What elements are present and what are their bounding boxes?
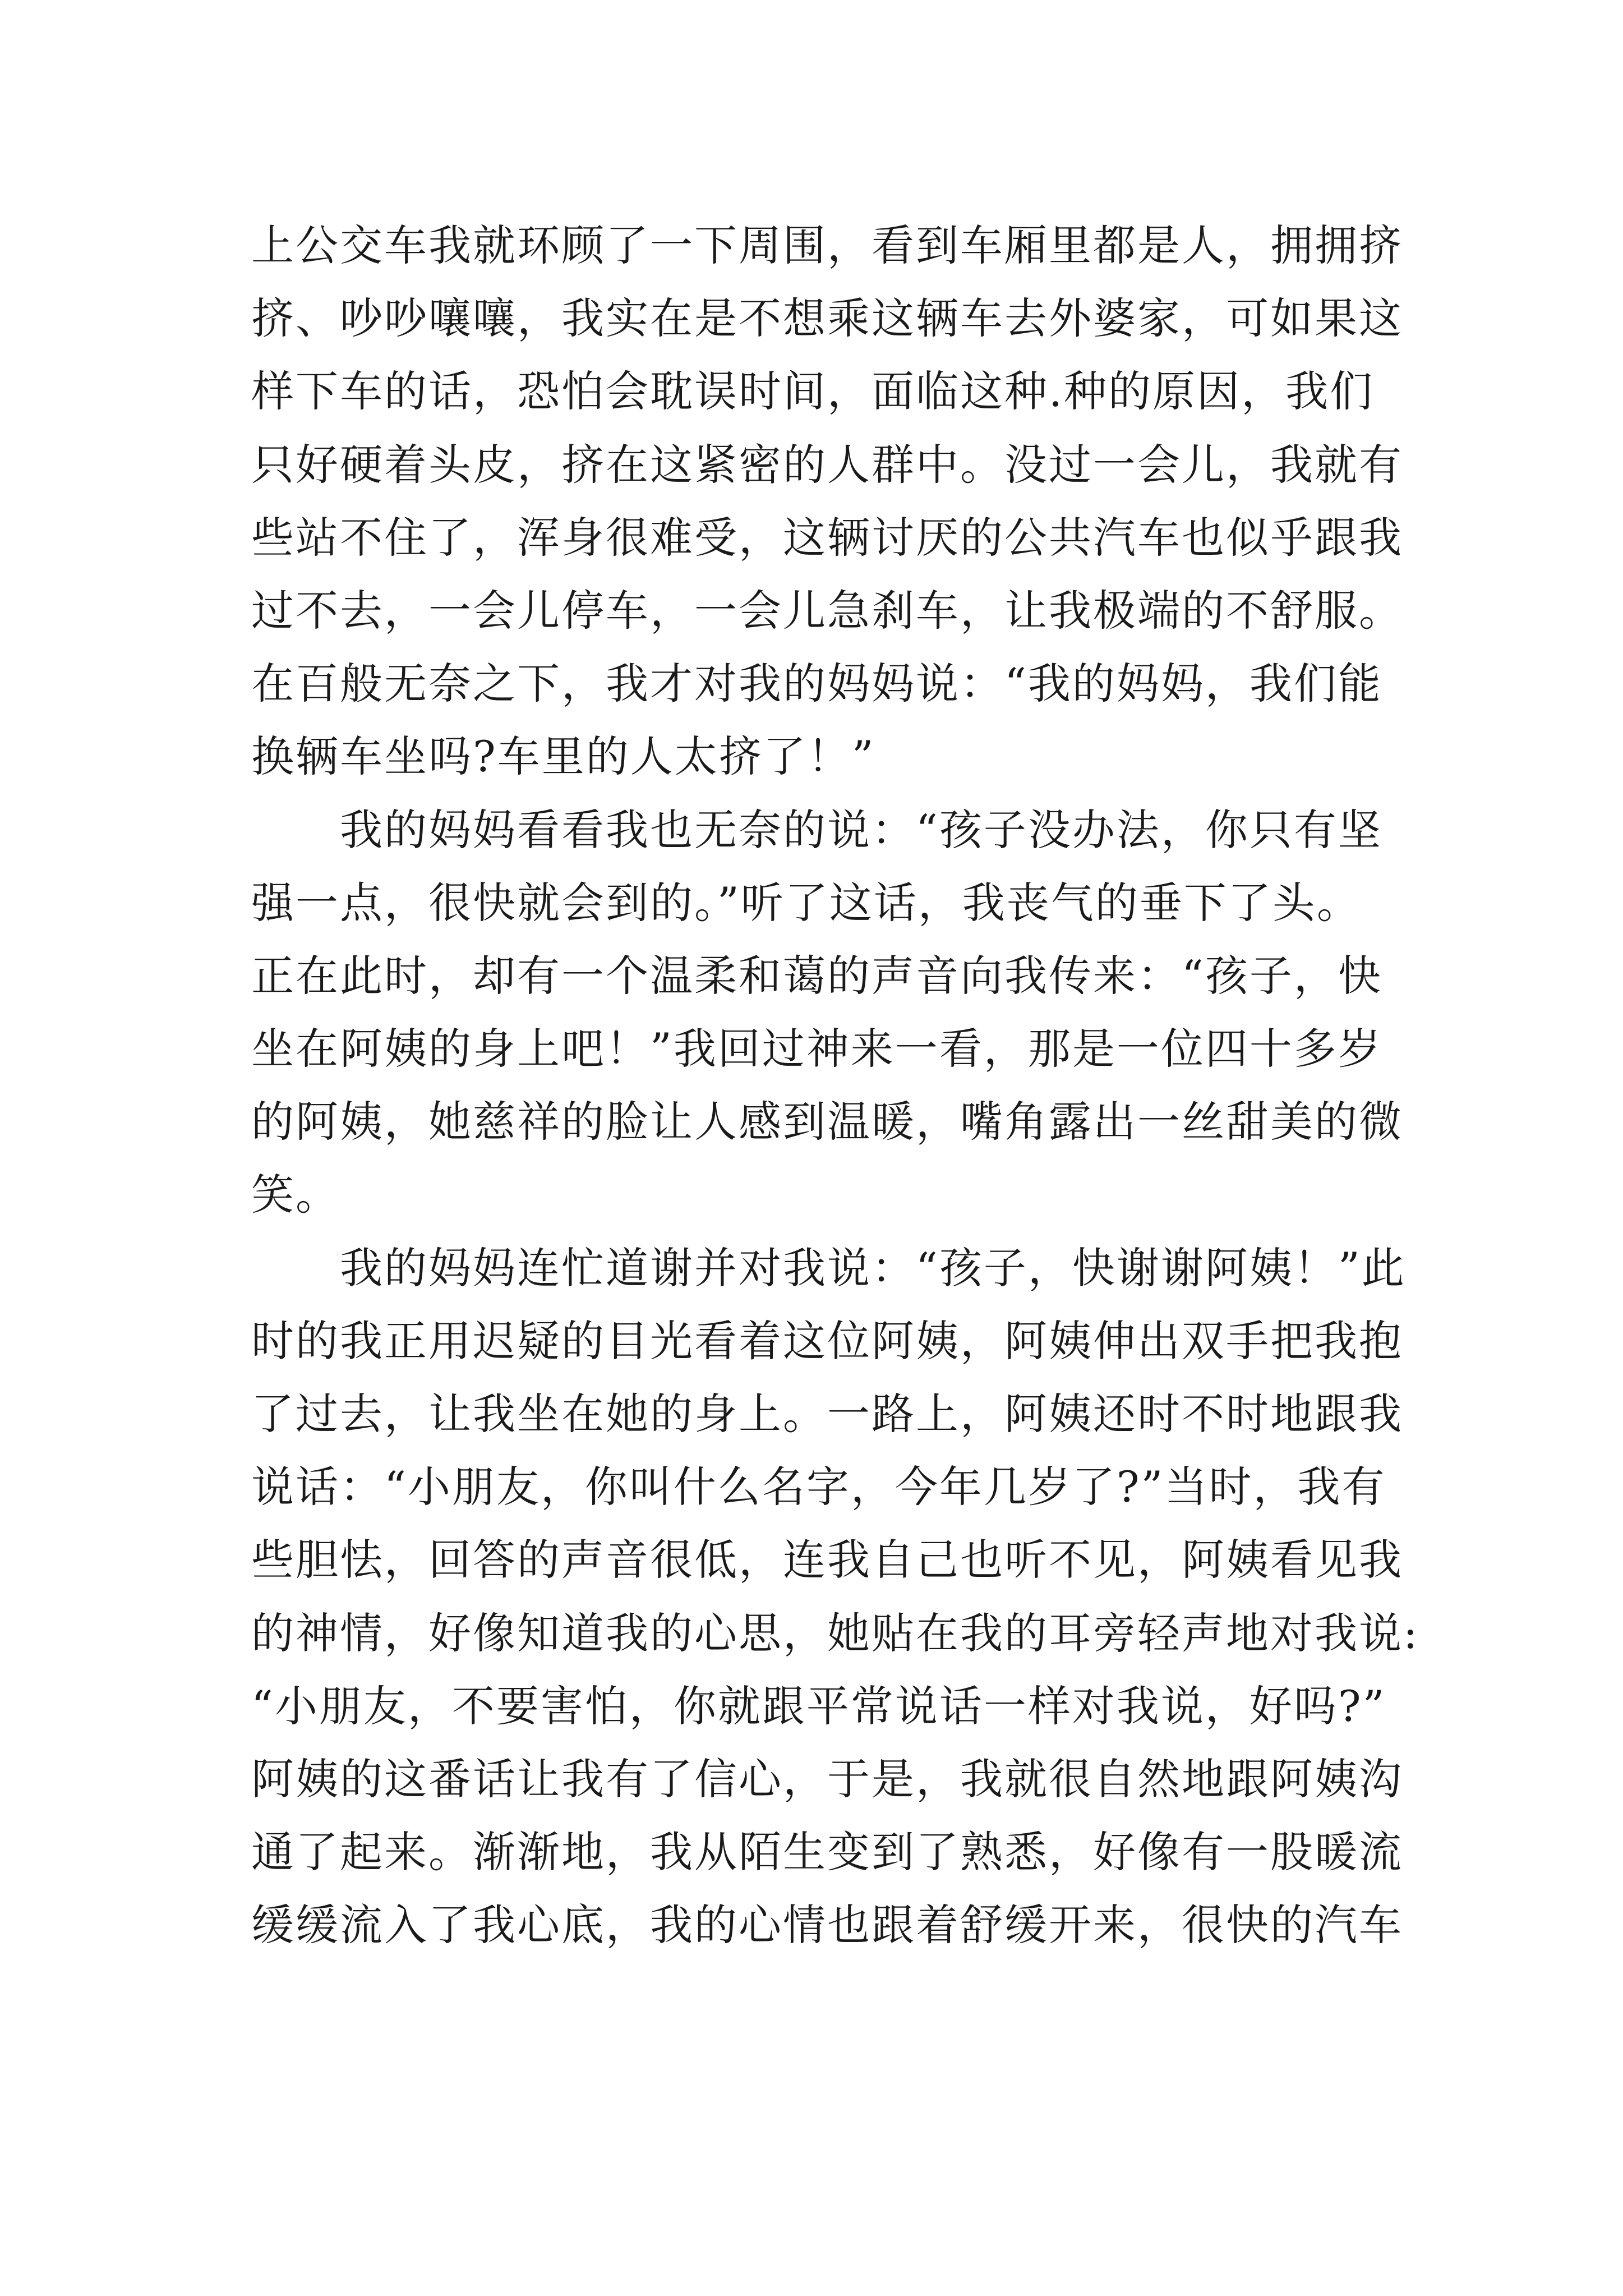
body-text xyxy=(251,209,1419,1962)
text-line: 正在此时，却有一个温柔和蔼的声音向我传来：“孩子，快 xyxy=(251,950,1382,1001)
text-line: 挤、吵吵嚷嚷，我实在是不想乘这辆车去外婆家，可如果这 xyxy=(251,293,1403,344)
text-line: “小朋友，不要害怕，你就跟平常说话一样对我说，好吗?” xyxy=(251,1681,1386,1731)
text-line: 笑。 xyxy=(251,1170,340,1220)
text-line: 我的妈妈看看我也无奈的说：“孩子没办法，你只有坚 xyxy=(251,804,1382,855)
text-line: 在百般无奈之下，我才对我的妈妈说：“我的妈妈，我们能 xyxy=(251,659,1382,709)
text-line: 通了起来。渐渐地，我从陌生变到了熟悉，好像有一股暖流 xyxy=(251,1827,1403,1878)
text-line: 我的妈妈连忙道谢并对我说：“孩子，快谢谢阿姨！”此 xyxy=(251,1243,1406,1293)
text-line: 坐在阿姨的身上吧！”我回过神来一看，那是一位四十多岁 xyxy=(251,1024,1382,1074)
text-line: 上公交车我就环顾了一下周围，看到车厢里都是人，拥拥挤 xyxy=(251,220,1403,270)
text-line: 说话：“小朋友，你叫什么名字，今年几岁了?”当时，我有 xyxy=(251,1462,1386,1512)
text-line: 强一点，很快就会到的。”听了这话，我丧气的垂下了头。 xyxy=(251,877,1361,928)
text-line: 的神情，好像知道我的心思，她贴在我的耳旁轻声地对我说: xyxy=(251,1608,1419,1658)
text-line: 阿姨的这番话让我有了信心，于是，我就很自然地跟阿姨沟 xyxy=(251,1754,1403,1804)
text-line: 些站不住了，浑身很难受，这辆讨厌的公共汽车也似乎跟我 xyxy=(251,512,1403,563)
text-line: 缓缓流入了我心底，我的心情也跟着舒缓开来，很快的汽车 xyxy=(251,1900,1403,1950)
text-line: 样下车的话，恐怕会耽误时间，面临这种.种的原因，我们 xyxy=(251,366,1375,417)
text-line: 换辆车坐吗?车里的人太挤了！” xyxy=(251,731,875,782)
text-line: 过不去，一会儿停车，一会儿急刹车，让我极端的不舒服。 xyxy=(251,585,1403,636)
text-line: 些胆怯，回答的声音很低，连我自己也听不见，阿姨看见我 xyxy=(251,1535,1403,1585)
text-line: 时的我正用迟疑的目光看着这位阿姨，阿姨伸出双手把我抱 xyxy=(251,1315,1403,1366)
text-line: 的阿姨，她慈祥的脸让人感到温暖，嘴角露出一丝甜美的微 xyxy=(251,1097,1403,1147)
text-line: 只好硬着头皮，挤在这紧密的人群中。没过一会儿，我就有 xyxy=(251,439,1403,490)
text-line: 了过去，让我坐在她的身上。一路上，阿姨还时不时地跟我 xyxy=(251,1389,1403,1439)
